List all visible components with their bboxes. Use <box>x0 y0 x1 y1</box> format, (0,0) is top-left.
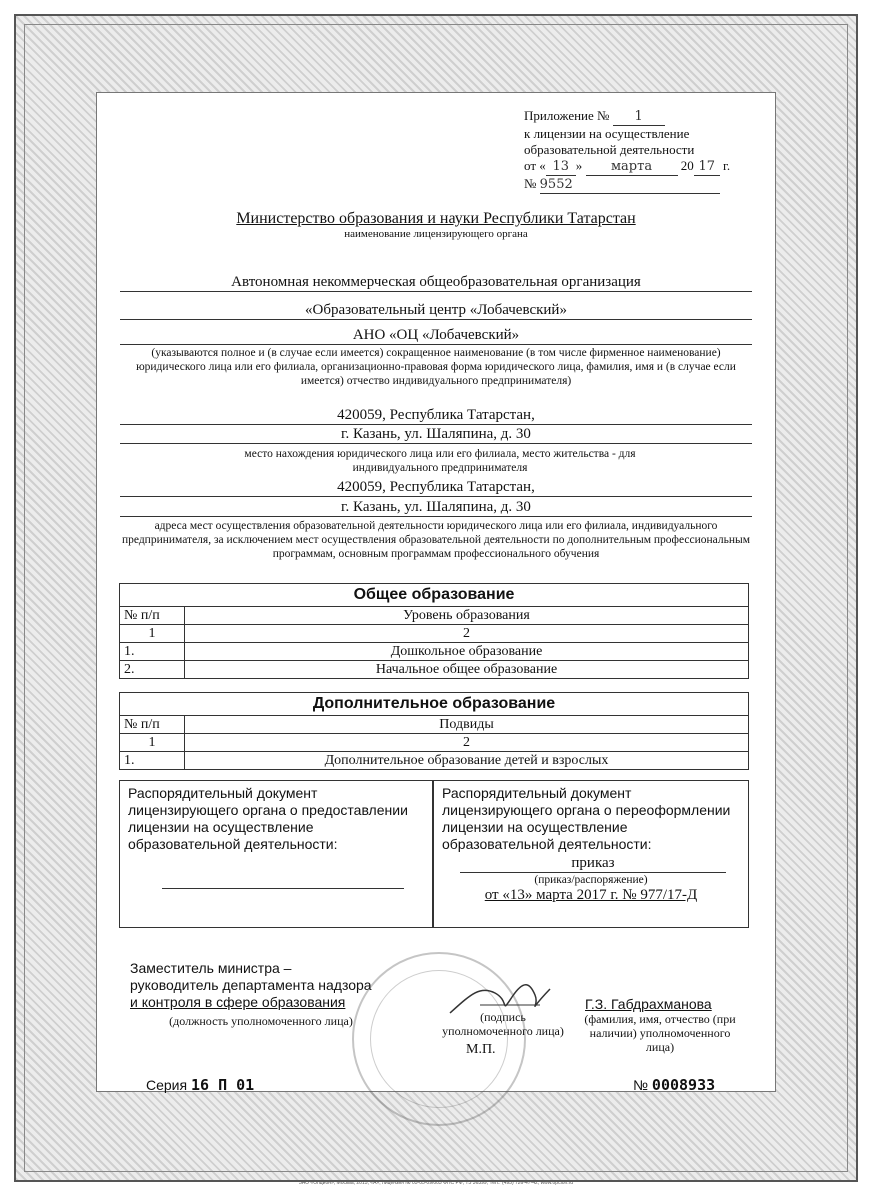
col-index-1: 1 <box>120 734 185 752</box>
col-index-1: 1 <box>120 625 185 643</box>
position-caption: (должность уполномоченного лица) <box>169 1014 353 1028</box>
authority-caption: наименование лицензирующего органа <box>344 228 528 240</box>
row-name: Начальное общее образование <box>185 661 749 679</box>
serial-block <box>146 1076 254 1094</box>
position-line1: Заместитель министра – <box>130 960 292 976</box>
signatory-position <box>130 960 400 1011</box>
org-caption: (указываются полное и (в случае если имеется) сокращенное наименование (в том числе фирменное наименование) юридического лица или его филиала, организационно-правовая форма юридического лица, фамилия, имя и (в случае если имеется) отчество индивидуального предпринимателя) <box>136 347 736 387</box>
reissue-document-type: приказ <box>460 855 726 873</box>
stamp-place: М.П. <box>466 1042 496 1057</box>
reissue-document-text: Распорядительный документ лицензирующего органа о переоформлении лицензии на осуществление образовательной деятельности: <box>442 785 731 852</box>
appendix-label: Приложение № <box>524 108 610 123</box>
location-caption: место нахождения юридического лица или его филиала, место жительства - для индивидуального предпринимателя <box>244 448 636 474</box>
table-index-row <box>120 734 749 752</box>
col-index-2: 2 <box>185 625 749 643</box>
license-number: 0008933 <box>651 1076 716 1094</box>
year-end: г. <box>723 158 731 173</box>
org-line2: «Образовательный центр «Лобачевский» <box>120 302 752 320</box>
general-education-table <box>119 583 749 679</box>
additional-education-title: Дополнительное образование <box>120 693 749 716</box>
location-line1: 420059, Республика Татарстан, <box>120 407 752 425</box>
appendix-line3: образовательной деятельности <box>524 142 695 157</box>
appendix-year: 17 <box>694 159 720 176</box>
signatory-name-caption: (фамилия, имя, отчество (при наличии) уполномоченного лица) <box>584 1012 736 1054</box>
signatory-name: Г.З. Габдрахманова <box>585 996 712 1012</box>
reissue-date-number: от «13» марта 2017 г. № 977/17-Д <box>484 887 698 903</box>
appendix-header: Приложение № 1 к лицензии на осуществление образовательной деятельности от « 13 » марта 20 17 г. № 9552 <box>524 108 754 194</box>
col-num-header: № п/п <box>120 716 185 734</box>
authority-name: Министерство образования и науки Республики Татарстан <box>236 210 636 227</box>
position-line2: руководитель департамента надзора <box>130 977 372 993</box>
row-name: Дошкольное образование <box>185 643 749 661</box>
col-index-2: 2 <box>185 734 749 752</box>
printer-footer: ЗАО «Опцион», Москва, 2015, «А», лицензия № 05-05-09/003 ФНС РФ, ТЗ 36399, Тел.: (495) 726-47-42, www.opcion.ru <box>298 1180 574 1186</box>
table-row <box>120 661 749 679</box>
grant-document-box <box>119 780 433 928</box>
additional-education-table <box>119 692 749 770</box>
row-name: Дополнительное образование детей и взрослых <box>185 752 749 770</box>
grant-document-text: Распорядительный документ лицензирующего органа о предоставлении лицензии на осуществление образовательной деятельности: <box>128 785 408 852</box>
reg-prefix: № <box>524 176 537 191</box>
activity-line2: г. Казань, ул. Шаляпина, д. 30 <box>120 499 752 517</box>
row-number: 2. <box>120 661 185 679</box>
position-line3: и контроля в сфере образования <box>130 994 346 1010</box>
appendix-line2: к лицензии на осуществление <box>524 126 690 141</box>
general-education-title: Общее образование <box>120 584 749 607</box>
appendix-day: 13 <box>546 159 576 176</box>
date-prefix: от <box>524 158 537 173</box>
table-row <box>120 643 749 661</box>
license-number-label: № <box>633 1077 649 1093</box>
signature-caption: (подпись уполномоченного лица) <box>442 1010 564 1038</box>
col-level-header: Уровень образования <box>185 607 749 625</box>
table-row <box>120 752 749 770</box>
appendix-month: марта <box>586 159 678 176</box>
license-number-block <box>633 1076 715 1094</box>
grant-document-blank <box>162 871 404 889</box>
authority-block <box>120 210 752 240</box>
serial-label: Серия <box>146 1077 188 1093</box>
activity-caption: адреса мест осуществления образовательной деятельности юридического лица или его филиала, индивидуального предпринимателя, за исключением мест осуществления образовательной деятельности по дополнительным профессиональным программам, основным программам профессионального обучения <box>121 520 751 560</box>
appendix-number: 1 <box>613 109 665 126</box>
row-number: 1. <box>120 643 185 661</box>
org-line1: Автономная некоммерческая общеобразовательная организация <box>120 274 752 292</box>
table-header-row <box>120 716 749 734</box>
activity-line1: 420059, Республика Татарстан, <box>120 479 752 497</box>
table-index-row <box>120 625 749 643</box>
row-number: 1. <box>120 752 185 770</box>
reissue-type-caption: (приказ/распоряжение) <box>534 874 648 886</box>
reissue-document-box <box>433 780 749 928</box>
year-prefix: 20 <box>680 158 694 173</box>
col-subtype-header: Подвиды <box>185 716 749 734</box>
serial-value: 16 П 01 <box>190 1076 255 1094</box>
appendix-reg-number: 9552 <box>540 177 720 194</box>
org-short-name: АНО «ОЦ «Лобачевский» <box>120 327 752 345</box>
col-num-header: № п/п <box>120 607 185 625</box>
location-line2: г. Казань, ул. Шаляпина, д. 30 <box>120 426 752 444</box>
table-header-row <box>120 607 749 625</box>
